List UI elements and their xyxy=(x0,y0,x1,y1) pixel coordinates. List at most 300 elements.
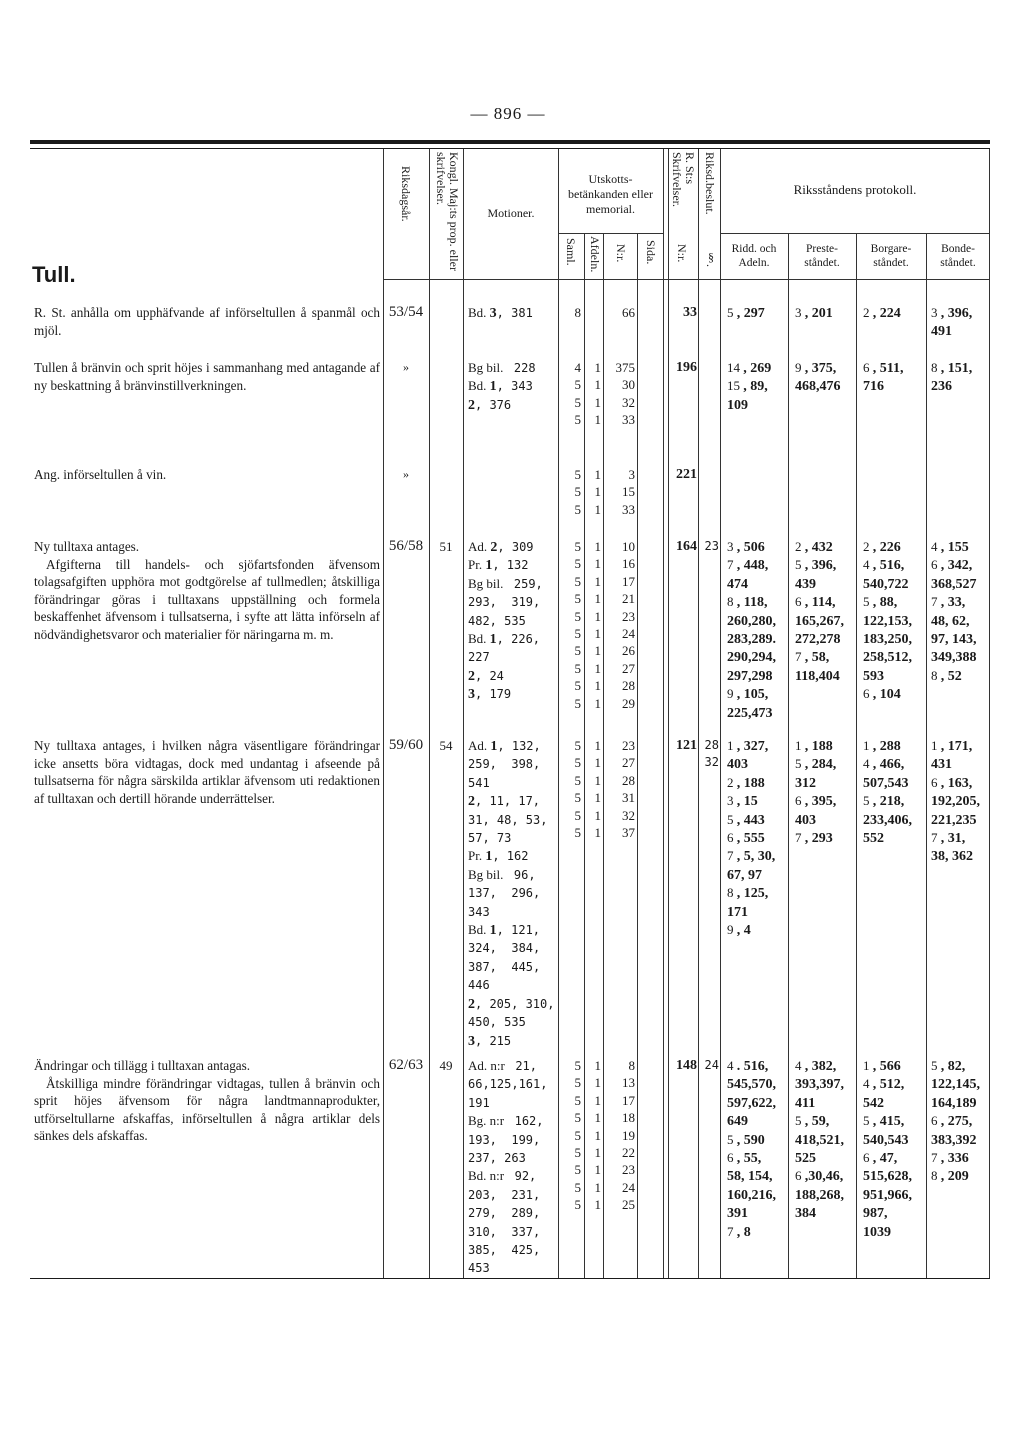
ref-prefix: Bd. xyxy=(468,378,490,394)
saml-cell-value: 5 xyxy=(574,1075,581,1091)
nr-cell xyxy=(604,304,635,321)
column-rule xyxy=(989,149,990,1278)
saml-cell-value: 5 xyxy=(574,377,581,393)
motion-line xyxy=(468,685,558,703)
column-rule xyxy=(720,149,721,1278)
saml-cell-value: 5 xyxy=(574,501,581,517)
borg-line xyxy=(863,377,925,395)
ref-pages: , 205, 310, xyxy=(475,996,555,1011)
nr-cell-value: 66 xyxy=(622,305,635,320)
header-rsts-skrifvelser: R. St:s Skrifvelser. xyxy=(670,152,697,207)
nr-cell-value: 13 xyxy=(622,1075,635,1091)
afdeln-cell-value: 1 xyxy=(594,467,601,482)
bonde-line xyxy=(931,755,989,773)
motion-line xyxy=(468,995,558,1013)
ref-prefix: 2 xyxy=(863,539,873,554)
ref-prefix: 1 xyxy=(727,738,737,753)
ref-prefix: 6 xyxy=(795,793,805,809)
motion-line xyxy=(468,1241,558,1259)
motion-line xyxy=(468,593,558,611)
header-utskotts: Utskotts-betänkanden eller memorial. xyxy=(568,172,653,216)
afdeln-cell-value: 1 xyxy=(594,1179,601,1195)
ref-volume: , 163, xyxy=(940,775,973,791)
motion-line xyxy=(468,903,558,921)
prest-line xyxy=(795,359,855,377)
header-ridd: Ridd. och Adeln. xyxy=(731,243,777,269)
ref-prefix: Ad. xyxy=(468,539,491,554)
ref-volume: 368,527 xyxy=(931,576,977,592)
ref-pages: 482, 535 xyxy=(468,613,526,628)
riksdagsar-cell: 56/58 xyxy=(388,538,424,554)
nr-cell-value: 23 xyxy=(622,738,635,753)
motion-line xyxy=(468,612,558,630)
header-motioner: Motioner. xyxy=(487,206,535,220)
ref-prefix: Bg bil. xyxy=(468,360,507,375)
motion-line xyxy=(468,1075,558,1093)
ref-volume: , 375, xyxy=(804,361,837,376)
ref-volume: , 104 xyxy=(872,687,901,703)
borg-line xyxy=(863,1057,925,1075)
ref-volume: 58, 154, xyxy=(727,1169,773,1185)
ref-prefix: 5 xyxy=(795,1113,805,1129)
ref-volume: 171 xyxy=(727,904,748,920)
ridd-line xyxy=(727,704,787,722)
prest-line xyxy=(795,1186,855,1204)
description-paragraph: Ang. införseltullen å vin. xyxy=(34,467,167,482)
borg-line xyxy=(863,667,925,685)
ref-volume: , 275, xyxy=(940,1114,973,1130)
row-description xyxy=(34,466,380,484)
ref-pages: , 179 xyxy=(475,687,512,702)
ref-volume: , 342, xyxy=(940,558,973,574)
afdeln-cell-value: 1 xyxy=(594,790,601,806)
ref-pages: 31, 48, 53, xyxy=(468,812,548,827)
saml-cell-value: 5 xyxy=(574,695,581,711)
ref-volume: 411 xyxy=(795,1095,816,1111)
bonde-line xyxy=(931,737,989,755)
ref-volume: 258,512, xyxy=(863,650,912,666)
header-borg: Borgare-ståndet. xyxy=(870,243,912,269)
ref-volume: 418,521, xyxy=(795,1132,844,1148)
header-kongl-prop: Kongl. Maj:ts prop. eller skrifvelser. xyxy=(434,152,461,271)
ref-volume: , 33, xyxy=(940,595,966,611)
nr-cell-value: 16 xyxy=(622,556,635,572)
ref-volume: 1 xyxy=(485,849,493,865)
nr-cell-value: 33 xyxy=(622,501,635,517)
borg-line xyxy=(863,792,925,810)
ref-volume: 109 xyxy=(727,397,748,413)
ref-volume: 2 xyxy=(468,996,475,1012)
ref-pages: , 162 xyxy=(492,849,529,864)
ref-volume: 2 xyxy=(468,668,475,684)
prest-line xyxy=(795,538,855,556)
row-description xyxy=(34,359,380,394)
header-riksdbeslut: Riksd.beslut. xyxy=(703,152,717,215)
ref-pages: 259, xyxy=(506,576,543,591)
ref-prefix: 6 xyxy=(795,594,805,610)
nr-cell-value: 17 xyxy=(622,1092,635,1108)
prest-line xyxy=(795,829,855,847)
borg-line xyxy=(863,685,925,703)
prest-line xyxy=(795,648,855,666)
ref-pages: 343 xyxy=(468,904,490,919)
saml-cell-value: 5 xyxy=(574,1127,581,1143)
ref-prefix: 6 xyxy=(931,1113,941,1129)
motion-line xyxy=(468,976,558,994)
ridd-line xyxy=(727,903,787,921)
ref-volume: , 297 xyxy=(736,306,765,321)
prest-line xyxy=(795,792,855,810)
afdeln-cell-value: 1 xyxy=(594,807,601,823)
afdeln-cell-value: 1 xyxy=(594,1145,601,1161)
bonde-line xyxy=(931,1131,989,1149)
ref-volume: 393,397, xyxy=(795,1077,844,1093)
saml-cell-value: 5 xyxy=(574,1145,581,1161)
nr-cell-value: 28 xyxy=(622,678,635,694)
ref-volume: 272,278 xyxy=(795,632,841,648)
prest-line xyxy=(795,593,855,611)
motion-line xyxy=(468,829,558,847)
bonde-line xyxy=(931,304,989,322)
ref-volume: , 151, xyxy=(940,361,973,376)
ridd-line xyxy=(727,884,787,902)
ref-prefix: 5 xyxy=(727,305,737,320)
ref-pages: 203, 231, xyxy=(468,1187,541,1202)
ref-volume: , 224 xyxy=(872,306,901,321)
ref-prefix: Ad. xyxy=(468,738,491,753)
ref-volume: , 82, xyxy=(940,1059,966,1074)
ref-volume: 439 xyxy=(795,576,816,592)
bonde-line xyxy=(931,648,989,666)
ref-prefix: 9 xyxy=(727,686,737,702)
borg-line xyxy=(863,1204,925,1222)
ridd-line xyxy=(727,829,787,847)
ref-prefix: 7 xyxy=(795,830,805,846)
ref-volume: , 396, xyxy=(940,306,973,321)
ref-volume: , 506 xyxy=(736,540,765,555)
ref-volume: 1 xyxy=(489,632,497,648)
ref-volume: , 55, xyxy=(736,1151,762,1167)
ref-pages: 228 xyxy=(506,361,536,375)
borg-cell xyxy=(863,538,925,704)
ref-prefix: 2 xyxy=(795,539,805,554)
bonde-line xyxy=(931,377,989,395)
bonde-cell xyxy=(931,538,989,685)
ref-pages: 259, 398, xyxy=(468,757,541,772)
prest-line xyxy=(795,1149,855,1167)
ref-pages: 453 xyxy=(468,1261,490,1276)
nr-cell-value: 18 xyxy=(622,1110,635,1126)
description-paragraph: R. St. anhålla om upphäfvande af införseltullen å spanmål och mjöl. xyxy=(34,305,380,338)
afdeln-cell-value: 1 xyxy=(594,394,601,410)
ref-volume: 597,622, xyxy=(727,1095,776,1111)
column-rule xyxy=(429,149,430,1278)
ref-pages: 385, 425, xyxy=(468,1243,541,1258)
header-bonde: Bonde-ståndet. xyxy=(940,243,976,269)
afdeln-cell-value: 1 xyxy=(594,1162,601,1178)
ref-volume: 540,722 xyxy=(863,576,909,592)
prest-line xyxy=(795,377,855,395)
ref-prefix: 2 xyxy=(863,305,873,320)
ref-volume: 233,406, xyxy=(863,812,912,828)
ridd-line xyxy=(727,1075,787,1093)
ref-prefix: Bg. n:r xyxy=(468,1113,508,1129)
ref-volume: 236 xyxy=(931,379,952,395)
description-paragraph: Ändringar och tillägg i tulltaxan antagas. xyxy=(34,1058,251,1073)
beslut-cell: 23 xyxy=(704,539,719,553)
ref-pages: 137, 296, xyxy=(468,886,541,901)
ref-prefix: 7 xyxy=(727,848,737,864)
prest-line xyxy=(795,556,855,574)
ref-prefix: 7 xyxy=(931,1150,941,1166)
motion-line xyxy=(468,396,558,414)
ridd-line xyxy=(727,811,787,829)
column-rule xyxy=(788,233,789,1278)
ref-prefix: 5 xyxy=(863,1113,873,1129)
ref-volume: 552 xyxy=(863,831,884,847)
ref-volume: 225,473 xyxy=(727,705,773,721)
afdeln-cell xyxy=(585,737,601,841)
ref-volume: , 5, 30, xyxy=(736,849,776,865)
borg-line xyxy=(863,1149,925,1167)
saml-cell xyxy=(559,359,581,429)
ref-prefix: 1 xyxy=(931,738,941,753)
borg-line xyxy=(863,304,925,322)
ref-volume: , 382, xyxy=(804,1059,837,1074)
bottom-rule xyxy=(30,1278,990,1279)
ref-volume: , 269 xyxy=(743,361,772,376)
bonde-line xyxy=(931,322,989,340)
ridd-line xyxy=(727,755,787,773)
ref-prefix: Pr. xyxy=(468,557,486,573)
borg-line xyxy=(863,593,925,611)
ridd-line xyxy=(727,359,787,377)
saml-cell-value: 5 xyxy=(574,591,581,607)
row-description xyxy=(34,1057,380,1145)
ref-pages: , 376 xyxy=(475,397,512,412)
motion-line xyxy=(468,377,558,395)
borg-line xyxy=(863,1075,925,1093)
ref-volume: 403 xyxy=(727,757,748,773)
saml-cell-value: 5 xyxy=(574,807,581,823)
ref-pages: 162, xyxy=(507,1114,544,1129)
saml-cell-value: 5 xyxy=(574,660,581,676)
ridd-line xyxy=(727,1094,787,1112)
ref-volume: 122,153, xyxy=(863,613,912,629)
ridd-line xyxy=(727,612,787,630)
ref-volume: 3 xyxy=(468,687,475,703)
ref-prefix: 5 xyxy=(931,1058,941,1073)
header-prest: Preste-ståndet. xyxy=(804,243,840,269)
ref-prefix: 8 xyxy=(931,667,941,683)
ref-prefix: Ad. n:r xyxy=(468,1058,509,1073)
column-rule xyxy=(463,149,464,1278)
borg-line xyxy=(863,630,925,648)
ref-pages: , 309 xyxy=(497,540,534,554)
description-paragraph: Tullen å bränvin och sprit höjes i sammanhang med antagande af ny beskattning å bränvinstillverkningen. xyxy=(34,360,380,393)
motion-line xyxy=(468,556,558,574)
ref-prefix: 6 xyxy=(727,830,737,846)
ref-volume: , 396, xyxy=(804,558,837,574)
prest-line xyxy=(795,755,855,773)
bonde-cell xyxy=(931,737,989,866)
ridd-line xyxy=(727,575,787,593)
ref-prefix: 8 xyxy=(727,885,737,901)
motion-line xyxy=(468,939,558,957)
afdeln-cell xyxy=(585,1057,601,1214)
motion-line xyxy=(468,1094,558,1112)
nr-cell-value: 17 xyxy=(622,573,635,589)
ref-volume: 1 xyxy=(490,739,498,754)
ref-pages: 66,125,161, xyxy=(468,1077,548,1092)
ref-volume: 403 xyxy=(795,812,816,828)
ridd-line xyxy=(727,377,787,395)
ref-prefix: 6 xyxy=(863,360,873,375)
ref-volume: , 59, xyxy=(804,1114,830,1130)
saml-cell-value: 5 xyxy=(574,1197,581,1213)
ref-pages: , 226, xyxy=(496,632,541,647)
prest-line xyxy=(795,774,855,792)
motion-line xyxy=(468,1186,558,1204)
borg-line xyxy=(863,1186,925,1204)
top-rule-thin xyxy=(30,148,990,149)
ref-prefix: 5 xyxy=(727,1131,737,1147)
saml-cell-value: 5 xyxy=(574,772,581,788)
ref-prefix: Bg bil. xyxy=(468,866,507,882)
motion-line xyxy=(468,1131,558,1149)
prest-line xyxy=(795,612,855,630)
afdeln-cell xyxy=(585,359,601,429)
ridd-line xyxy=(727,685,787,703)
ref-prefix: Bd. xyxy=(468,631,490,647)
nr-cell-value: 8 xyxy=(628,1058,635,1073)
ridd-cell xyxy=(727,359,787,414)
bonde-line xyxy=(931,359,989,377)
ref-volume: , 327, xyxy=(736,739,769,754)
ref-volume: , 155 xyxy=(940,540,969,555)
column-rule xyxy=(926,233,927,1278)
afdeln-cell-value: 1 xyxy=(594,643,601,659)
prest-line xyxy=(795,737,855,755)
ridd-line xyxy=(727,847,787,865)
header-rule xyxy=(720,233,989,234)
ref-volume: 118,404 xyxy=(795,668,840,684)
borg-cell xyxy=(863,359,925,396)
ref-prefix: Pr. xyxy=(468,848,486,864)
riksdagsar-cell: » xyxy=(403,467,409,481)
ref-volume: 593 xyxy=(863,668,884,684)
ref-volume: , 88, xyxy=(872,595,898,611)
ref-prefix: Bd. xyxy=(468,922,490,938)
bonde-line xyxy=(931,556,989,574)
afdeln-cell-value: 1 xyxy=(594,755,601,771)
ref-volume: , 336 xyxy=(940,1151,969,1167)
ref-volume: 474 xyxy=(727,576,748,592)
ref-prefix: 4 xyxy=(863,557,873,573)
saml-cell xyxy=(559,538,581,712)
bonde-line xyxy=(931,792,989,810)
prest-line xyxy=(795,1094,855,1112)
header-afdeln: Afdeln. xyxy=(588,236,602,273)
ref-volume: , 226 xyxy=(872,540,901,555)
ref-prefix: 1 xyxy=(863,1058,873,1073)
ridd-line xyxy=(727,593,787,611)
motion-line xyxy=(468,755,558,773)
ref-volume: 3 xyxy=(468,1033,475,1049)
ref-prefix: 6 xyxy=(931,774,941,790)
riksdagsar-cell: 59/60 xyxy=(388,737,424,753)
motioner-cell xyxy=(468,1057,558,1278)
ridd-line xyxy=(727,667,787,685)
nr-cell-value: 25 xyxy=(622,1197,635,1213)
motion-line xyxy=(468,304,558,322)
motion-line xyxy=(468,575,558,593)
borg-cell xyxy=(863,737,925,847)
ref-pages: , 132 xyxy=(492,558,529,573)
page-number: — 896 — xyxy=(470,104,546,123)
prest-line xyxy=(795,1075,855,1093)
ridd-line xyxy=(727,648,787,666)
ref-volume: 297,298 xyxy=(727,668,773,684)
ref-volume: , 209 xyxy=(940,1169,969,1185)
prest-line xyxy=(795,575,855,593)
saml-cell-value: 5 xyxy=(574,394,581,410)
ref-volume: , 218, xyxy=(872,794,905,810)
nr-cell-value: 23 xyxy=(622,608,635,624)
saml-cell-value: 5 xyxy=(574,539,581,554)
ref-prefix: Bd. xyxy=(468,305,490,320)
nr-cell-value: 28 xyxy=(622,772,635,788)
ref-pages: 293, 319, xyxy=(468,595,541,610)
borg-line xyxy=(863,774,925,792)
ref-volume: , 188 xyxy=(804,739,833,754)
bonde-line xyxy=(931,1057,989,1075)
ref-volume: , 118, xyxy=(736,595,768,611)
prest-line xyxy=(795,811,855,829)
column-rule xyxy=(698,149,699,1278)
top-rule xyxy=(30,140,990,144)
ref-volume: 3 xyxy=(489,306,497,321)
ref-pages: 446 xyxy=(468,978,490,993)
ref-volume: 192,205, xyxy=(931,794,980,810)
motion-line xyxy=(468,1167,558,1185)
ref-prefix: 4 xyxy=(795,1058,805,1073)
header-protokoll: Riksståndens protokoll. xyxy=(793,182,917,197)
ref-volume: 164,189 xyxy=(931,1095,977,1111)
bonde-line xyxy=(931,847,989,865)
motion-line xyxy=(468,811,558,829)
motion-line xyxy=(468,1204,558,1222)
saml-cell-value: 5 xyxy=(574,755,581,771)
ref-volume: 649 xyxy=(727,1114,748,1130)
ref-prefix: 8 xyxy=(931,1168,941,1184)
saml-cell-value: 4 xyxy=(574,360,581,375)
saml-cell xyxy=(559,304,581,321)
ref-volume: 260,280, xyxy=(727,613,776,629)
saml-cell-value: 5 xyxy=(574,608,581,624)
afdeln-cell xyxy=(585,538,601,712)
prest-cell xyxy=(795,359,855,396)
ref-prefix: 7 xyxy=(795,649,805,665)
bonde-line xyxy=(931,829,989,847)
ref-volume: 431 xyxy=(931,757,952,773)
ref-prefix: 6 xyxy=(863,1150,873,1166)
saml-cell-value: 5 xyxy=(574,825,581,841)
saml-cell-value: 5 xyxy=(574,1179,581,1195)
prest-cell xyxy=(795,304,855,322)
borg-line xyxy=(863,1112,925,1130)
ref-prefix: 5 xyxy=(727,811,737,827)
